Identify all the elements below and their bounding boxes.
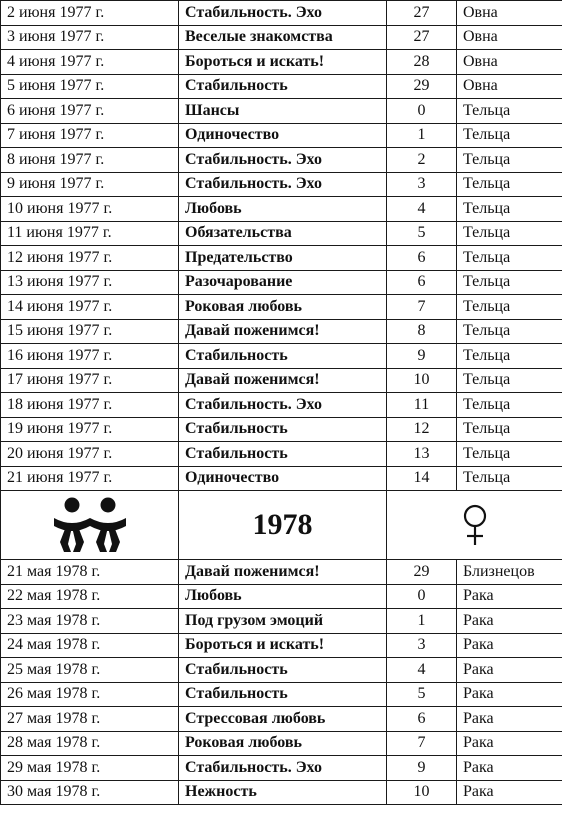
date-cell: 3 июня 1977 г. <box>1 25 179 50</box>
sign-cell: Тельца <box>457 442 562 467</box>
description-cell: Стабильность <box>179 682 387 707</box>
table-row <box>1 560 562 585</box>
date-cell: 17 июня 1977 г. <box>1 368 179 393</box>
sign-cell: Тельца <box>457 417 562 442</box>
description-cell: Стабильность <box>179 344 387 369</box>
gemini-twins-icon <box>1 496 178 554</box>
degree-cell: 1 <box>387 123 457 148</box>
sign-cell: Рака <box>457 584 562 609</box>
table-row <box>1 633 562 658</box>
degree-cell: 29 <box>387 560 457 585</box>
description-cell: Веселые знакомства <box>179 25 387 50</box>
degree-cell: 2 <box>387 148 457 173</box>
sign-cell: Тельца <box>457 123 562 148</box>
sign-cell: Рака <box>457 658 562 683</box>
sign-cell: Тельца <box>457 368 562 393</box>
date-cell: 9 июня 1977 г. <box>1 172 179 197</box>
table-row <box>1 1 562 26</box>
description-cell: Стрессовая любовь <box>179 707 387 732</box>
date-cell: 21 мая 1978 г. <box>1 560 179 585</box>
table-row <box>1 270 562 295</box>
year-header-section <box>1 491 562 560</box>
table-row <box>1 780 562 805</box>
table-section-1977 <box>1 1 562 491</box>
date-cell: 12 июня 1977 г. <box>1 246 179 271</box>
sign-cell: Рака <box>457 682 562 707</box>
table-row <box>1 295 562 320</box>
degree-cell: 6 <box>387 270 457 295</box>
degree-cell: 4 <box>387 197 457 222</box>
table-section-1978 <box>1 560 562 805</box>
date-cell: 29 мая 1978 г. <box>1 756 179 781</box>
sign-cell: Тельца <box>457 197 562 222</box>
sign-cell: Овна <box>457 25 562 50</box>
date-cell: 25 мая 1978 г. <box>1 658 179 683</box>
year-left-icon-cell <box>1 491 179 560</box>
table-row <box>1 344 562 369</box>
degree-cell: 6 <box>387 246 457 271</box>
table-row <box>1 609 562 634</box>
degree-cell: 27 <box>387 1 457 26</box>
description-cell: Бороться и искать! <box>179 50 387 75</box>
sign-cell: Рака <box>457 609 562 634</box>
sign-cell: Овна <box>457 74 562 99</box>
table-row <box>1 246 562 271</box>
year-cell <box>179 491 387 560</box>
description-cell: Стабильность <box>179 74 387 99</box>
description-cell: Шансы <box>179 99 387 124</box>
date-cell: 30 мая 1978 г. <box>1 780 179 805</box>
table-row <box>1 682 562 707</box>
table-row <box>1 99 562 124</box>
degree-cell: 10 <box>387 780 457 805</box>
sign-cell: Тельца <box>457 99 562 124</box>
date-cell: 4 июня 1977 г. <box>1 50 179 75</box>
degree-cell: 11 <box>387 393 457 418</box>
sign-cell: Овна <box>457 1 562 26</box>
sign-cell: Рака <box>457 731 562 756</box>
table-row <box>1 417 562 442</box>
table-row <box>1 368 562 393</box>
date-cell: 8 июня 1977 г. <box>1 148 179 173</box>
description-cell: Одиночество <box>179 466 387 491</box>
degree-cell: 0 <box>387 584 457 609</box>
sign-cell: Тельца <box>457 295 562 320</box>
table-row <box>1 393 562 418</box>
description-cell: Стабильность <box>179 658 387 683</box>
degree-cell: 10 <box>387 368 457 393</box>
date-cell: 14 июня 1977 г. <box>1 295 179 320</box>
table-row <box>1 731 562 756</box>
table-row <box>1 25 562 50</box>
date-cell: 28 мая 1978 г. <box>1 731 179 756</box>
venus-symbol-icon <box>387 503 562 547</box>
description-cell: Бороться и искать! <box>179 633 387 658</box>
sign-cell: Тельца <box>457 344 562 369</box>
description-cell: Давай поженимся! <box>179 319 387 344</box>
date-cell: 22 мая 1978 г. <box>1 584 179 609</box>
year-label: 1978 <box>252 508 313 541</box>
sign-cell: Тельца <box>457 393 562 418</box>
table-row <box>1 123 562 148</box>
description-cell: Любовь <box>179 197 387 222</box>
degree-cell: 13 <box>387 442 457 467</box>
description-cell: Стабильность. Эхо <box>179 756 387 781</box>
sign-cell: Тельца <box>457 466 562 491</box>
date-cell: 27 мая 1978 г. <box>1 707 179 732</box>
degree-cell: 9 <box>387 756 457 781</box>
sign-cell: Тельца <box>457 319 562 344</box>
sign-cell: Тельца <box>457 172 562 197</box>
degree-cell: 4 <box>387 658 457 683</box>
description-cell: Стабильность <box>179 442 387 467</box>
degree-cell: 6 <box>387 707 457 732</box>
description-cell: Стабильность. Эхо <box>179 393 387 418</box>
degree-cell: 5 <box>387 682 457 707</box>
table-row <box>1 442 562 467</box>
description-cell: Стабильность <box>179 417 387 442</box>
description-cell: Нежность <box>179 780 387 805</box>
description-cell: Одиночество <box>179 123 387 148</box>
degree-cell: 0 <box>387 99 457 124</box>
date-cell: 23 мая 1978 г. <box>1 609 179 634</box>
degree-cell: 27 <box>387 25 457 50</box>
description-cell: Разочарование <box>179 270 387 295</box>
description-cell: Роковая любовь <box>179 731 387 756</box>
date-cell: 20 июня 1977 г. <box>1 442 179 467</box>
degree-cell: 9 <box>387 344 457 369</box>
degree-cell: 3 <box>387 633 457 658</box>
table-row <box>1 74 562 99</box>
sign-cell: Тельца <box>457 270 562 295</box>
sign-cell: Тельца <box>457 246 562 271</box>
date-cell: 11 июня 1977 г. <box>1 221 179 246</box>
table-row <box>1 50 562 75</box>
description-cell: Давай поженимся! <box>179 560 387 585</box>
degree-cell: 8 <box>387 319 457 344</box>
degree-cell: 29 <box>387 74 457 99</box>
description-cell: Под грузом эмоций <box>179 609 387 634</box>
degree-cell: 7 <box>387 731 457 756</box>
description-cell: Обязательства <box>179 221 387 246</box>
degree-cell: 1 <box>387 609 457 634</box>
date-cell: 5 июня 1977 г. <box>1 74 179 99</box>
degree-cell: 5 <box>387 221 457 246</box>
date-cell: 13 июня 1977 г. <box>1 270 179 295</box>
table-row <box>1 148 562 173</box>
date-cell: 2 июня 1977 г. <box>1 1 179 26</box>
description-cell: Давай поженимся! <box>179 368 387 393</box>
date-cell: 16 июня 1977 г. <box>1 344 179 369</box>
sign-cell: Тельца <box>457 221 562 246</box>
sign-cell: Рака <box>457 756 562 781</box>
table-row <box>1 197 562 222</box>
table-row <box>1 466 562 491</box>
description-cell: Предательство <box>179 246 387 271</box>
date-cell: 6 июня 1977 г. <box>1 99 179 124</box>
sign-cell: Рака <box>457 780 562 805</box>
year-right-icon-cell <box>387 491 562 560</box>
table-row <box>1 658 562 683</box>
date-cell: 18 июня 1977 г. <box>1 393 179 418</box>
sign-cell: Близнецов <box>457 560 562 585</box>
description-cell: Роковая любовь <box>179 295 387 320</box>
date-cell: 15 июня 1977 г. <box>1 319 179 344</box>
degree-cell: 28 <box>387 50 457 75</box>
sign-cell: Тельца <box>457 148 562 173</box>
degree-cell: 3 <box>387 172 457 197</box>
degree-cell: 14 <box>387 466 457 491</box>
date-cell: 21 июня 1977 г. <box>1 466 179 491</box>
sign-cell: Рака <box>457 707 562 732</box>
table-row <box>1 707 562 732</box>
table-row <box>1 756 562 781</box>
date-cell: 19 июня 1977 г. <box>1 417 179 442</box>
description-cell: Стабильность. Эхо <box>179 172 387 197</box>
description-cell: Любовь <box>179 584 387 609</box>
degree-cell: 7 <box>387 295 457 320</box>
year-header-row <box>1 491 562 560</box>
date-cell: 26 мая 1978 г. <box>1 682 179 707</box>
date-cell: 10 июня 1977 г. <box>1 197 179 222</box>
date-cell: 7 июня 1977 г. <box>1 123 179 148</box>
sign-cell: Овна <box>457 50 562 75</box>
table-row <box>1 221 562 246</box>
sign-cell: Рака <box>457 633 562 658</box>
table-row <box>1 172 562 197</box>
description-cell: Стабильность. Эхо <box>179 148 387 173</box>
description-cell: Стабильность. Эхо <box>179 1 387 26</box>
degree-cell: 12 <box>387 417 457 442</box>
table-row <box>1 319 562 344</box>
date-cell: 24 мая 1978 г. <box>1 633 179 658</box>
table-row <box>1 584 562 609</box>
